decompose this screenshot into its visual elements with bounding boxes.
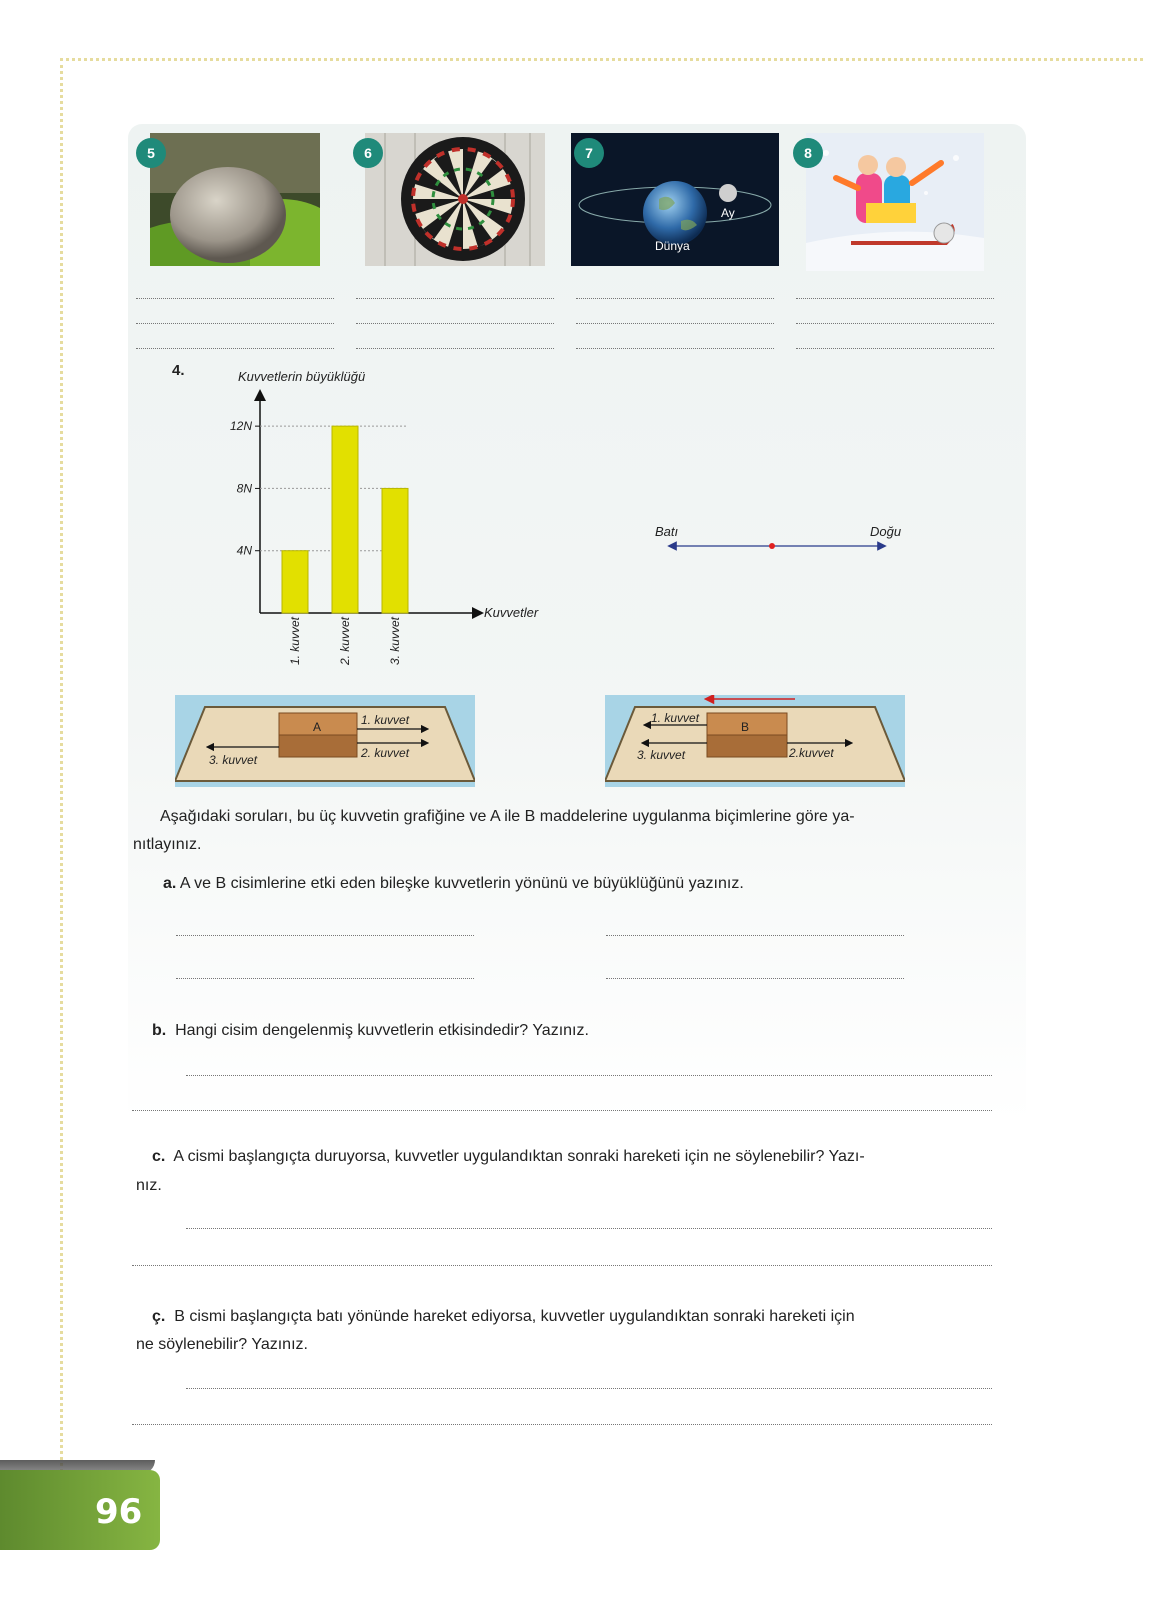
direction-line (650, 520, 930, 560)
page-number: 96 (95, 1492, 143, 1532)
answer-line[interactable] (356, 348, 554, 349)
answer-line[interactable] (186, 1075, 992, 1076)
earth-label: Dünya (655, 239, 690, 253)
x-category-label: 2. kuvvet (338, 617, 352, 666)
answer-line[interactable] (576, 298, 774, 299)
photo-rock (150, 133, 320, 266)
part-cc-line-2: ne söylenebilir? Yazınız. (136, 1336, 308, 1353)
answer-line[interactable] (186, 1388, 992, 1389)
answer-line[interactable] (132, 1265, 992, 1266)
force-bar-chart (210, 365, 570, 685)
part-cc-text: B cismi başlangıçta batı yönünde hareket ediyorsa, kuvvetler uygulandıktan sonraki hareketi için (174, 1308, 855, 1325)
part-b-text: Hangi cisim dengelenmiş kuvvetlerin etkisindedir? Yazınız. (175, 1022, 589, 1039)
part-c-line-2: nız. (136, 1177, 162, 1194)
answer-line[interactable] (796, 348, 994, 349)
force-1-label: 1. kuvvet (361, 713, 410, 727)
answer-line[interactable] (356, 323, 554, 324)
origin-dot (769, 543, 775, 549)
part-a (163, 870, 744, 898)
part-b (152, 1017, 589, 1045)
answer-line[interactable] (796, 323, 994, 324)
force-1-label: 1. kuvvet (651, 711, 700, 725)
question-number: 4. (172, 362, 185, 379)
east-label: Doğu (870, 524, 902, 539)
part-cc-letter: ç. (152, 1308, 166, 1325)
part-c-text: A cismi başlangıçta duruyorsa, kuvvetler uygulandıktan sonraki hareketi için ne söylenebilir? Yazı- (173, 1148, 865, 1165)
force-3-label: 3. kuvvet (209, 753, 258, 767)
west-label: Batı (655, 524, 679, 539)
bar-2 (332, 426, 358, 613)
x-category-label: 3. kuvvet (388, 617, 402, 666)
answer-line[interactable] (136, 348, 334, 349)
y-tick-label: 12N (229, 419, 252, 434)
part-a-letter: a. (163, 875, 177, 892)
force-2-label: 2. kuvvet (361, 746, 410, 760)
bar-3 (382, 488, 408, 613)
photo-number-badge: 8 (793, 138, 823, 168)
answer-line[interactable] (606, 935, 904, 936)
answer-line[interactable] (132, 1424, 992, 1425)
answer-line[interactable] (136, 298, 334, 299)
answer-line[interactable] (576, 323, 774, 324)
photo-number-badge: 5 (136, 138, 166, 168)
top-dotted-border (60, 58, 1143, 61)
chart-ylabel: Kuvvetlerin büyüklüğü (238, 369, 366, 384)
part-cc-line-1 (152, 1303, 855, 1331)
force-2-label: 2.kuvvet (789, 746, 834, 760)
chart-xlabel: Kuvvetler (484, 605, 539, 620)
answer-line[interactable] (136, 323, 334, 324)
instruction-line-2: nıtlayınız. (133, 836, 202, 853)
box-b-label: B (741, 720, 750, 734)
force-3-label: 3. kuvvet (637, 748, 686, 762)
answer-line[interactable] (132, 1110, 992, 1111)
photo-number-badge: 7 (574, 138, 604, 168)
part-c-letter: c. (152, 1148, 166, 1165)
part-c-line-1 (152, 1143, 865, 1171)
box-a-label: A (313, 720, 322, 734)
x-category-label: 1. kuvvet (288, 617, 302, 666)
y-tick-label: 4N (236, 543, 252, 558)
left-dotted-border (60, 58, 63, 1526)
y-tick-label: 8N (236, 481, 252, 496)
answer-line[interactable] (356, 298, 554, 299)
photo-children-sled (806, 133, 984, 271)
answer-line[interactable] (606, 978, 904, 979)
box-a-diagram (175, 695, 475, 787)
moon-label: Ay (721, 206, 735, 220)
answer-line[interactable] (176, 935, 474, 936)
instruction-line-1: Aşağıdaki soruları, bu üç kuvvetin grafiğine ve A ile B maddelerine uygulanma biçimlerine göre ya- (160, 808, 855, 825)
part-b-letter: b. (152, 1022, 167, 1039)
bar-1 (282, 551, 308, 613)
photo-dartboard (365, 133, 545, 266)
photo-number-badge: 6 (353, 138, 383, 168)
part-a-text: A ve B cisimlerine etki eden bileşke kuvvetlerin yönünü ve büyüklüğünü yazınız. (179, 875, 744, 892)
box-b-diagram (605, 695, 905, 787)
answer-line[interactable] (176, 978, 474, 979)
answer-line[interactable] (576, 348, 774, 349)
answer-line[interactable] (796, 298, 994, 299)
answer-line[interactable] (186, 1228, 992, 1229)
